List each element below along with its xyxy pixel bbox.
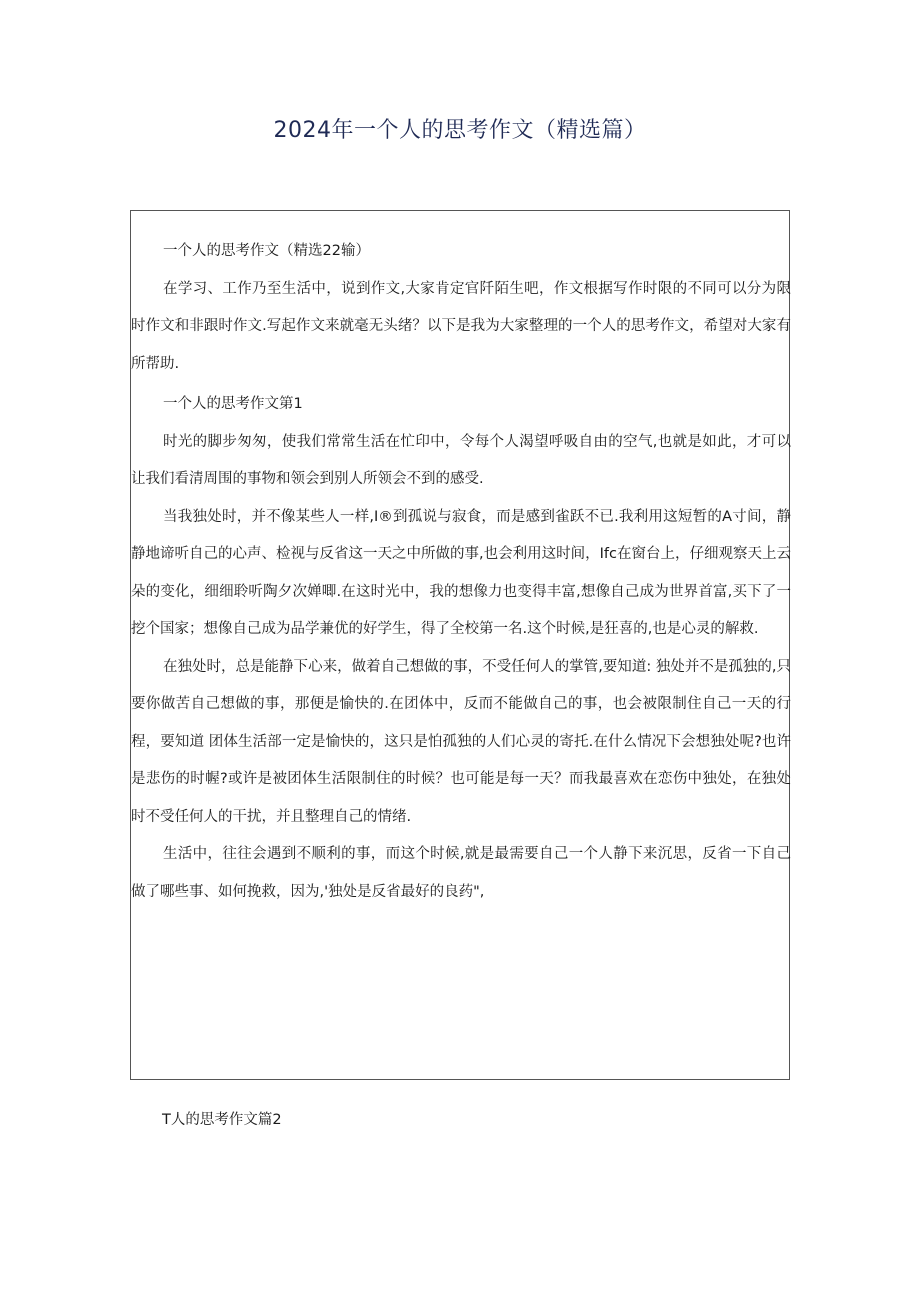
essay-1-paragraph-1: 时光的脚步匆匆，使我们常常生活在忙印中，令每个人渴望呼吸自由的空气,也就是如此，才可以让我们看清周围的事物和领会到别人所领会不到的感受.: [131, 433, 791, 487]
content-box: [130, 210, 790, 1080]
document-title: 2024年一个人的思考作文（精选篇）: [273, 118, 647, 143]
essay-1-paragraph-3: 在独处时，总是能静下心来，做着自己想做的事，不受任何人的掌管,要知道: 独处并不是孤独的,只要你做苦自己想做的事，那便是愉快的.在团体中，反而不能做自己的事，也会被限制住自己一天的行程，要知道 团体生活部一定是愉快的，这只是怕孤独的人们心灵的寄托.在什么情况下会想独处呢?也许是悲伤的时幄?或许是被团体生活限制住的时候？也可能是每一天？而我最喜欢在恋伤中独处，在独处时不受任何人的干扰，并且整理自己的情绪.: [131, 658, 791, 825]
intro-paragraph: 在学习、工作乃至生活中，说到作文,大家肯定官阡陌生吧，作文根据写作时限的不同可以分为限时作文和非跟时作文.写起作文来就毫无头绪？以下是我为大家整理的一个人的思考作文，希望对大家有所帮助.: [131, 280, 791, 372]
essay-1-paragraph-2: 当我独处时，并不像某些人一样,I®到孤说与寂食，而是感到雀跃不已.我利用这短暂的A寸间，静静地谛听自己的心声、检视与反省这一天之中所做的事,也会利用这时间，Ifc在窗台上，仔细观察天上云朵的变化，细细聆听陶夕次婵唧.在这时光中，我的想像力也变得丰富,想像自己成为世界首富,买下了一挖个国家；想像自己成为品学兼优的好学生，得了全校第一名.这个时候,是狂喜的,也是心灵的解救.: [131, 508, 791, 637]
essay-1-heading: 一个人的思考作文第1: [163, 396, 303, 412]
section-heading: 一个人的思考作文（精选22输）: [163, 243, 370, 259]
essay-2-heading: T人的思考作文篇2: [162, 1112, 282, 1128]
essay-1-paragraph-4: 生活中，往往会遇到不顺利的事，而这个时候,就是最需要自己一个人静下来沉思，反省一下自己做了哪些事、如何挽救，因为,'独处是反省最好的良药",: [131, 846, 791, 900]
